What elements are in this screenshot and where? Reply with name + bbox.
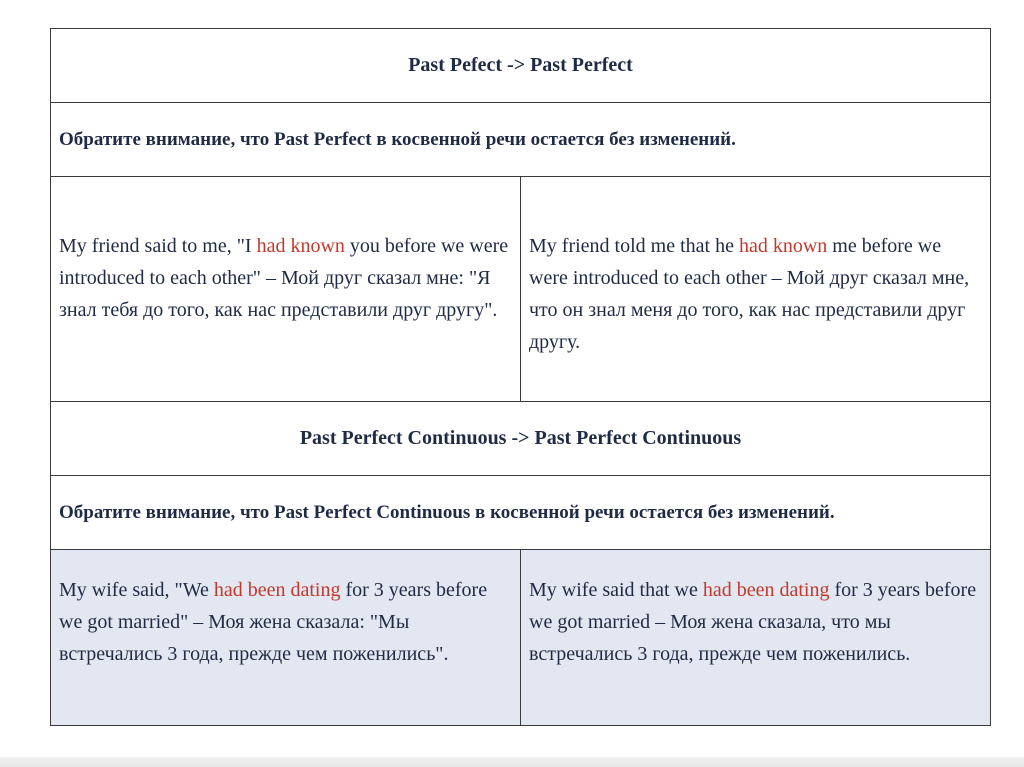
section-header-past-perfect: Past Pefect -> Past Perfect [51,29,991,103]
highlighted-verb: had been dating [213,579,341,601]
example-text: you before we were introduced to each other" – Мой друг сказал мне: "Я знал тебя до того, как нас представили друг другу". [59,235,509,321]
tense-rules-table [50,28,991,726]
indirect-speech-example [521,550,991,726]
highlighted-verb: had known [738,235,828,257]
note-past-perfect-continuous: Обратите внимание, что Past Perfect Continuous в косвенной речи остается без изменений. [51,476,991,550]
slide-bottom-edge [0,757,1024,767]
section-header-past-perfect-continuous: Past Perfect Continuous -> Past Perfect Continuous [51,402,991,476]
highlighted-verb: had known [256,235,345,257]
example-text: My friend told me that he [529,235,739,257]
example-text: for 3 years before we got married – Моя жена сказала, что мы встречались 3 года, прежде чем поженились. [529,579,977,665]
example-text: for 3 years before we got married" – Моя жена сказала: "Мы встречались 3 года, прежде чем поженились". [59,579,488,665]
direct-speech-example [51,177,521,402]
example-text: me before we were introduced to each other – Мой друг сказал мне, что он знал меня до того, как нас представили друг другу. [529,235,970,353]
example-text: My wife said that we [529,579,703,601]
note-past-perfect: Обратите внимание, что Past Perfect в косвенной речи остается без изменений. [51,103,991,177]
example-text: My wife said, "We [59,579,214,601]
direct-speech-example [51,550,521,726]
highlighted-verb: had been dating [702,579,830,601]
example-text: My friend said to me, "I [59,235,257,257]
indirect-speech-example [521,177,991,402]
